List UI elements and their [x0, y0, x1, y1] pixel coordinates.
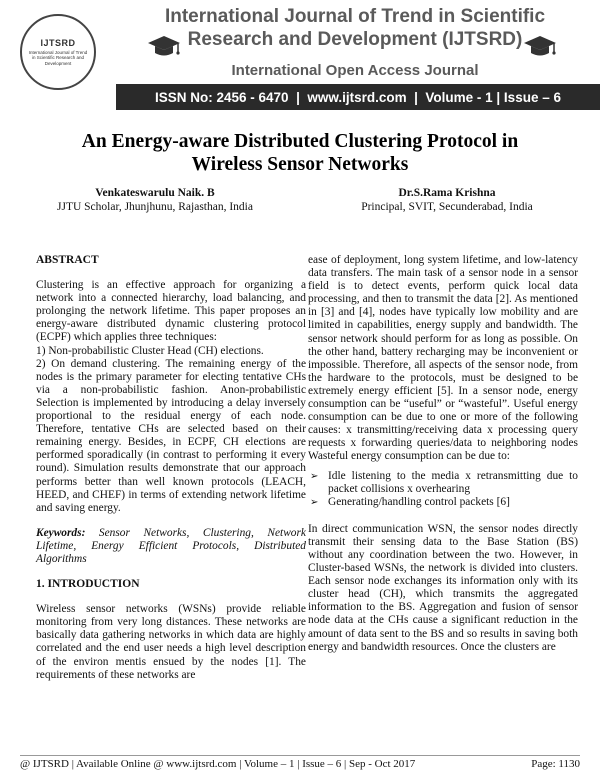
- body-paragraph-2: In direct communication WSN, the sensor nodes directly transmit their sensing data to the Base Station (BS) without any coordination between the two. However, in Cluster-based WSNs, the network is divided into clusters. Each sensor node exchanges its information only with its cluster head (CH), which transmits the aggregated information to the BS. Aggregation and fusion of sensor node data at the CHs cause a significant reduction in the amount of data sent to the BS and so results in saving both energy and bandwidth resources. Once the clusters are: [308, 522, 578, 653]
- graduation-cap-icon: [522, 34, 558, 60]
- issn-bar: ISSN No: 2456 - 6470 | www.ijtsrd.com | Volume - 1 | Issue – 6: [116, 84, 600, 110]
- introduction-heading: 1. INTRODUCTION: [36, 578, 140, 591]
- journal-logo: [20, 14, 96, 90]
- list-item: [308, 470, 578, 496]
- page-number: Page: 1130: [531, 758, 580, 770]
- bullet-list: [308, 470, 578, 509]
- author-name: Venkateswarulu Naik. B: [95, 187, 215, 199]
- author-name: Dr.S.Rama Krishna: [398, 187, 496, 199]
- bullet-text: Generating/handling control packets [6]: [328, 495, 510, 508]
- abstract-heading: ABSTRACT: [36, 254, 99, 266]
- logo-text: International Journal of Trend in Scientific Research and Development: [28, 49, 88, 66]
- author-1: [20, 186, 290, 214]
- footer-divider: [20, 755, 580, 756]
- right-column: [308, 254, 578, 654]
- journal-banner: [0, 0, 600, 112]
- arrow-bullet-icon: ➢: [310, 470, 319, 482]
- abstract-item-2: 2) On demand clustering. The remaining energy of the nodes is the primary parameter for electing tentative CHs via a non-probabilistic fashion. Anon-probabilistic Selection is implemented by introducing a delay inversely proportional to the residual energy of each node. Therefore, tentative CHs are selected based on their remaining energy. Besides, in ECPF, CH elections are performed sporadically (in contrast to performing it every round). Simulation results demonstrate that our approach performs better than well known protocols (LEACH, HEED, and CHEF) in terms of extending network lifetime and saving energy.: [36, 357, 306, 514]
- bullet-text: Idle listening to the media x retransmitting due to packet collisions x overhearing: [328, 469, 578, 495]
- arrow-bullet-icon: ➢: [310, 496, 319, 508]
- introduction-paragraph: Wireless sensor networks (WSNs) provide reliable monitoring from very long distances. These networks are basically data gathering networks in which data are highly correlated and the end user needs a high level description of the environ mentis ensued by the nodes [1]. The requirements of these networks are: [36, 603, 306, 681]
- author-affiliation: JJTU Scholar, Jhunjhunu, Rajasthan, India: [57, 201, 253, 213]
- left-column: [36, 254, 306, 682]
- paper-title: [40, 130, 560, 176]
- paper-title-line1: An Energy-aware Distributed Clustering Protocol in: [81, 131, 519, 152]
- journal-title-line1: International Journal of Trend in Scientific: [164, 6, 546, 27]
- abstract-intro: Clustering is an effective approach for organizing a network into a connected hierarchy, load balancing, and prolonging the network lifetime. This paper proposes an energy-aware distributed dynamic clustering protocol (ECPF) which applies three techniques:: [36, 279, 306, 344]
- keywords-label: Keywords:: [36, 526, 86, 539]
- paper-title-line2: Wireless Sensor Networks: [191, 154, 409, 175]
- list-item: [308, 496, 578, 509]
- journal-title-line2: Research and Development (IJTSRD): [187, 29, 523, 50]
- journal-subtitle: International Open Access Journal: [231, 62, 479, 79]
- keywords: [36, 527, 306, 566]
- page-footer: [20, 758, 580, 770]
- keywords-text: Sensor Networks, Clustering, Network Lifetime, Energy Efficient Protocols, Distributed Algorithms: [36, 526, 306, 565]
- abstract-item-1: 1) Non-probabilistic Cluster Head (CH) elections.: [36, 344, 264, 357]
- author-2: [312, 186, 582, 214]
- footer-citation: @ IJTSRD | Available Online @ www.ijtsrd.com | Volume – 1 | Issue – 6 | Sep - Oct 2017: [20, 758, 416, 770]
- logo-title: IJTSRD: [40, 37, 76, 48]
- author-affiliation: Principal, SVIT, Secunderabad, India: [361, 201, 533, 213]
- body-paragraph-1: ease of deployment, long system lifetime, and low-latency data transfers. The main task of a sensor node in a sensor field is to detect events, perform quick local data processing, and then to transmit the data [2]. As mentioned in [3] and [4], nodes have typically low mobility and are limited in capabilities, energy supply and bandwidth. The sensor network should perform for as long as possible. On the other hand, battery recharging may be inconvenient or impossible. Therefore, all aspects of the sensor node, from the hardware to the protocols, must be designed to be extremely energy efficient [5]. In a sensor node, energy consumption can be “useful” or “wasteful”. Useful energy consumption can be due to one or more of the following causes: x transmitting/receiving data x processing query requests x forwarding queries/data to neighboring nodes Wasteful energy consumption can be due to:: [308, 254, 578, 463]
